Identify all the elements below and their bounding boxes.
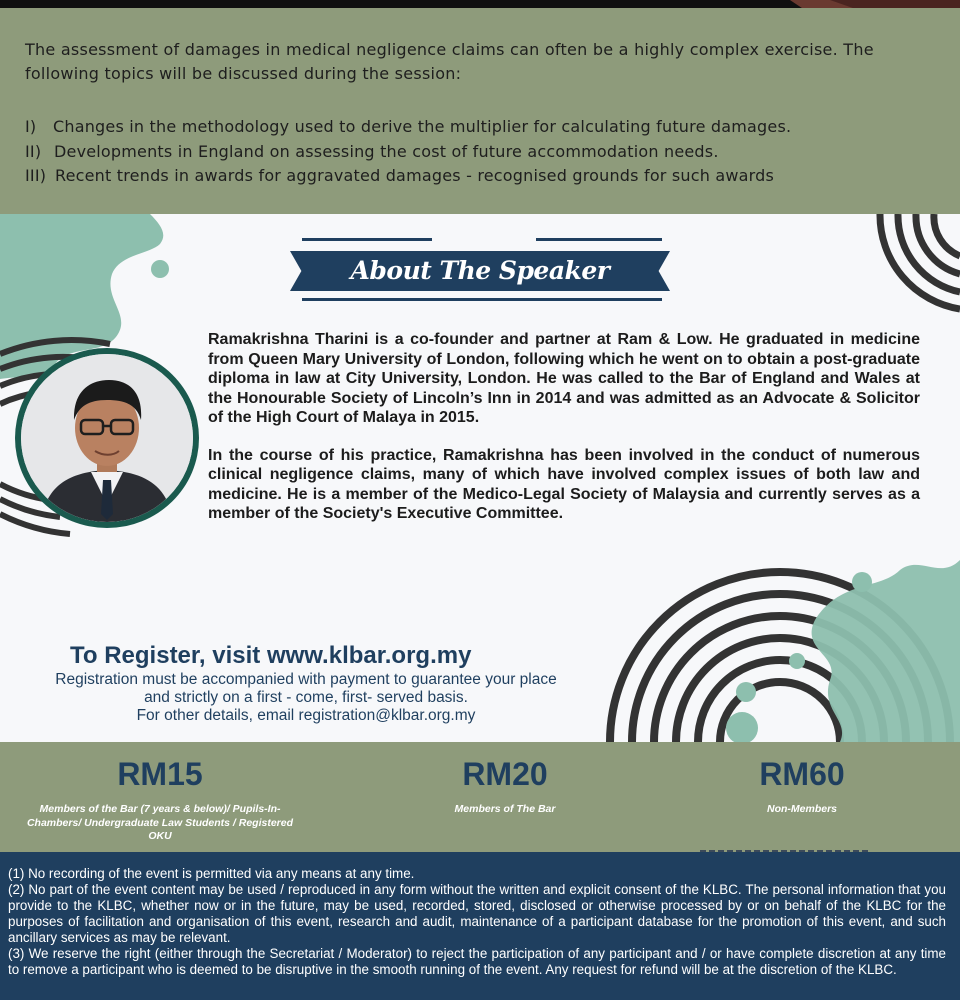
- topic-item: I) Changes in the methodology used to derive the multiplier for calculating future damages.: [25, 117, 792, 136]
- topic-item: III) Recent trends in awards for aggravated damages - recognised grounds for such awards: [25, 166, 775, 185]
- price-desc-members: Members of The Bar: [454, 803, 556, 815]
- topic-item: II) Developments in England on assessing the cost of future accommodation needs.: [25, 141, 719, 161]
- terms-text: [8, 866, 946, 978]
- registration-note: Registration must be accompanied with payment to guarantee your place and strictly on a first - come, first- served basis. For other details, email registration@klbar.org.my: [55, 671, 557, 724]
- intro-section: [0, 8, 960, 214]
- bio-paragraph: In the course of his practice, Ramakrishna has been involved in the conduct of numerous clinical negligence claims, many of which have involved complex issues of both law and medicine. He is a member of the Medico-Legal Society of Malaysia and currently serves as a member of the Society's Executive Committee.: [208, 446, 920, 522]
- term-item: (2) No part of the event content may be used / reproduced in any form without the written and explicit consent of the KLBC. The personal information that you provide to the KLBC, whether now or in the future, may be used, recorded, stored, disclosed or otherwise processed by or on behalf of the KLBC for the purposes of facilitation and organisation of this event, research and audit, maintenance of a participant database for the promotion of this event, and such ancillary services as may be relevant.: [8, 882, 946, 945]
- price-members: RM20: [462, 756, 548, 792]
- speaker-banner: [290, 238, 670, 304]
- intro-paragraph: The assessment of damages in medical negligence claims can often be a highly complex exercise. The following topics will be discussed during the session:: [25, 40, 874, 83]
- term-item: (3) We reserve the right (either through the Secretariat / Moderator) to reject the participation of any participant and / or have complete discretion at any time to remove a participant who is deemed to be disruptive in the smooth running of the event. Any request for refund will be at the discretion of the KLBC.: [8, 946, 946, 977]
- price-desc-non-members: Non-Members: [766, 803, 837, 815]
- banner-rule: [302, 238, 432, 241]
- topic-list: [25, 115, 935, 189]
- register-heading: To Register, visit www.klbar.org.my: [70, 642, 472, 669]
- bio-paragraph: Ramakrishna Tharini is a co-founder and partner at Ram & Low. He graduated in medicine from Queen Mary University of London, following which he went on to obtain a post-graduate diploma in law at City University, London. He was called to the Bar of England and Wales at the Honourable Society of Lincoln’s Inn in 2014 and was admitted as an Advocate & Solicitor of the High Court of Malaya in 2015.: [208, 331, 920, 426]
- terms-section: [0, 852, 960, 1000]
- speaker-bio: [208, 330, 920, 524]
- price-non-members: RM60: [759, 756, 845, 792]
- pricing-section: [0, 742, 960, 852]
- banner-rule: [536, 238, 662, 241]
- speaker-heading: About The Speaker: [350, 256, 610, 285]
- banner-rule: [302, 298, 662, 301]
- term-item: (1) No recording of the event is permitted via any means at any time.: [8, 866, 415, 881]
- speaker-portrait: [21, 354, 193, 522]
- right-arc-decoration: [870, 214, 960, 324]
- price-desc-members-junior: Members of the Bar (7 years & below)/ Pupils-In-Chambers/ Undergraduate Law Students / Registered OKU: [26, 803, 294, 842]
- speaker-photo: [21, 354, 193, 522]
- price-members-junior: RM15: [117, 756, 203, 792]
- bottom-right-arc-decoration: [600, 560, 960, 742]
